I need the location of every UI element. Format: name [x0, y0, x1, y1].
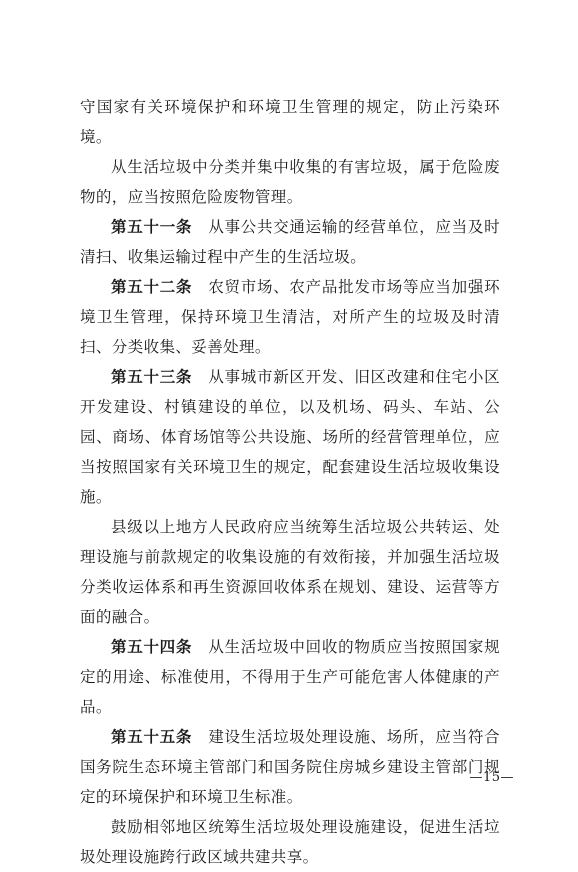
paragraph-1: 守国家有关环境保护和环境卫生管理的规定，防止污染环境。 [80, 98, 500, 146]
paragraph-2: 从生活垃圾中分类并集中收集的有害垃圾，属于危险废物的，应当按照危险废物管理。 [80, 158, 500, 206]
document-body [80, 92, 500, 872]
article-number: 第五十一条 [111, 217, 193, 236]
article-number: 第五十五条 [111, 727, 193, 746]
article-53-paragraph-2: 县级以上地方人民政府应当统筹生活垃圾公共转运、处理设施与前款规定的收集设施的有效衔接，并加强生活垃圾分类收运体系和再生资源回收体系在规划、建设、运营等方面的融合。 [80, 518, 500, 626]
article-51: 第五十一条 从事公共交通运输的经营单位，应当及时清扫、收集运输过程中产生的生活垃圾。 [80, 217, 500, 266]
article-54: 第五十四条 从生活垃圾中回收的物质应当按照国家规定的用途、标准使用，不得用于生产可能危害人体健康的产品。 [80, 637, 500, 716]
article-52: 第五十二条 农贸市场、农产品批发市场等应当加强环境卫生管理，保持环境卫生清洁，对所产生的垃圾及时清扫、分类收集、妥善处理。 [80, 277, 500, 356]
page-number: —15— [469, 770, 514, 785]
article-55: 第五十五条 建设生活垃圾处理设施、场所，应当符合国务院生态环境主管部门和国务院住房城乡建设主管部门规定的环境保护和环境卫生标准。 [80, 727, 500, 806]
article-number: 第五十二条 [111, 277, 193, 296]
article-53: 第五十三条 从事城市新区开发、旧区改建和住宅小区开发建设、村镇建设的单位，以及机场、码头、车站、公园、商场、体育场馆等公共设施、场所的经营管理单位，应当按照国家有关环境卫生的规定，配套建设生活垃圾收集设施。 [80, 367, 500, 506]
article-55-paragraph-2: 鼓励相邻地区统筹生活垃圾处理设施建设，促进生活垃圾处理设施跨行政区域共建共享。 [80, 818, 500, 866]
article-number: 第五十三条 [111, 367, 193, 386]
article-number: 第五十四条 [111, 637, 193, 656]
